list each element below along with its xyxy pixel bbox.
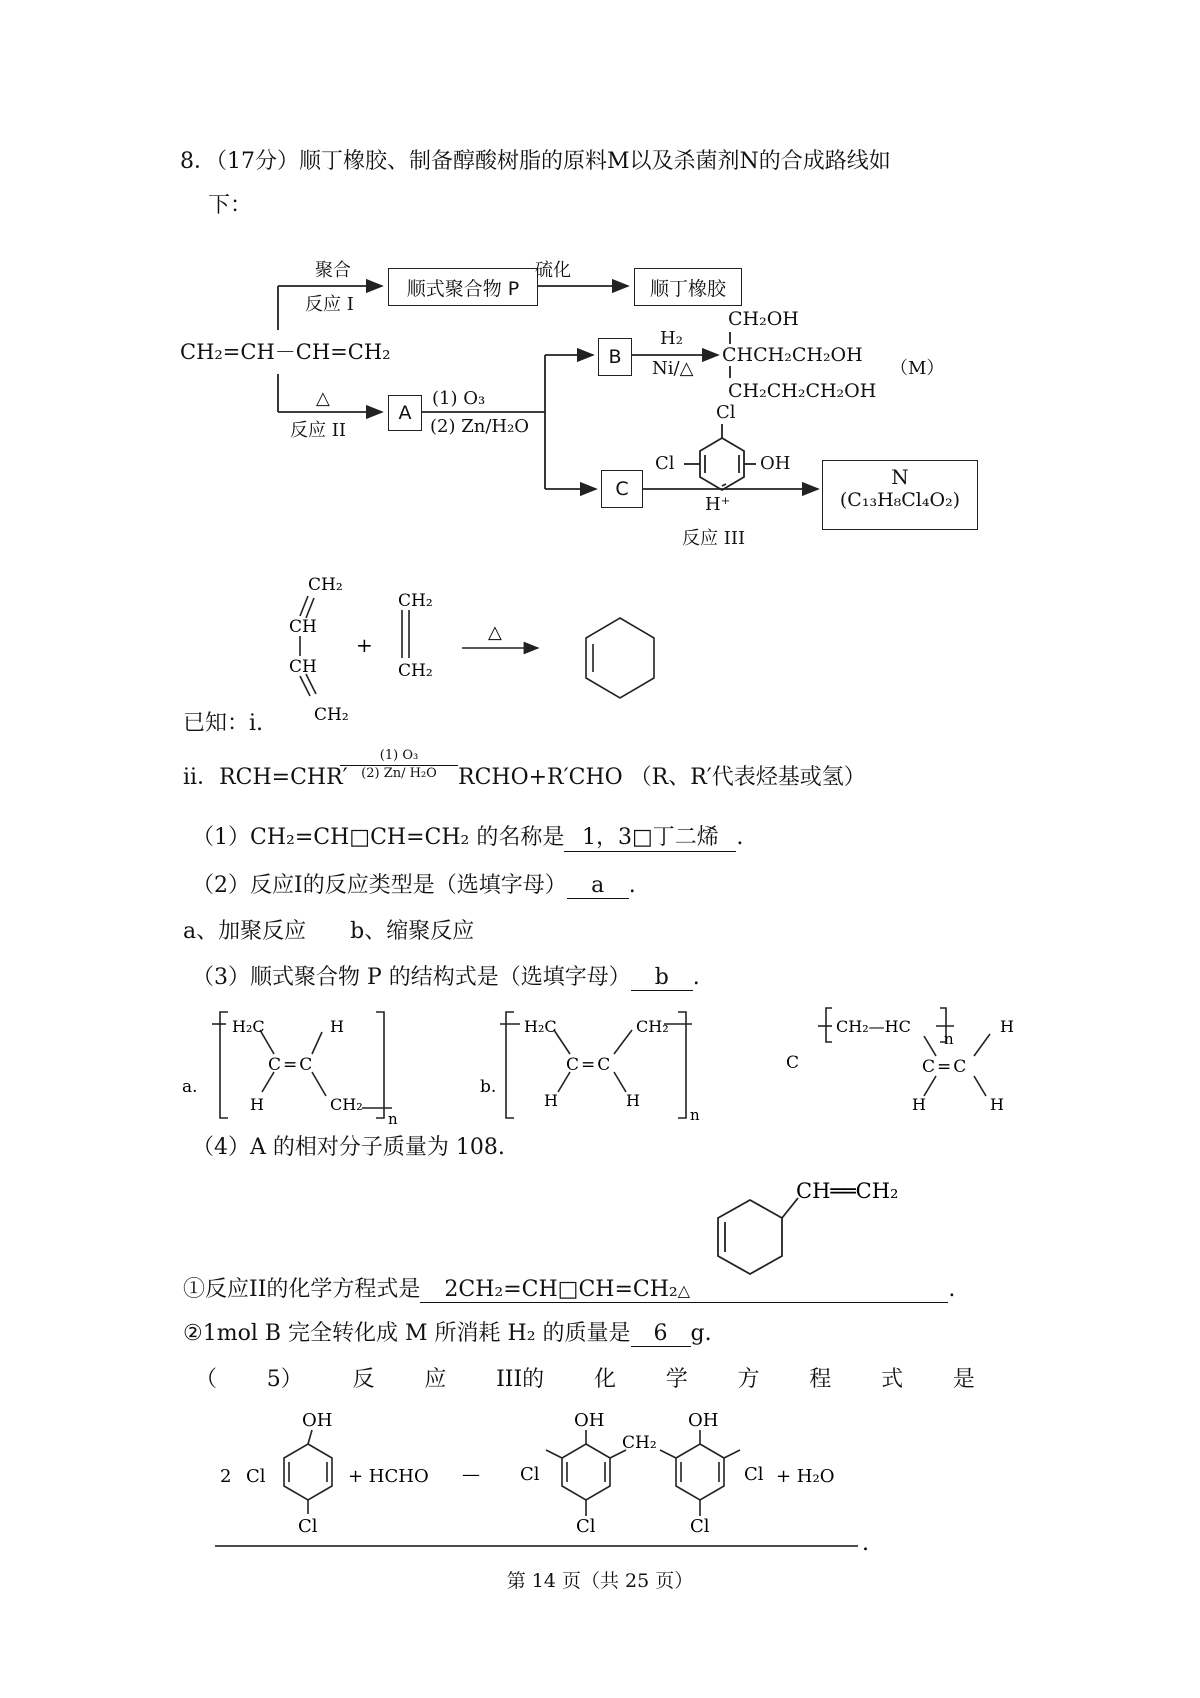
- acid-catalyst: H⁺: [705, 494, 731, 515]
- q2-end: .: [628, 873, 636, 898]
- h2-reagent: H₂: [660, 328, 683, 349]
- option-b-ch2: CH₂: [636, 1017, 669, 1036]
- option-b-h-left: H: [544, 1091, 558, 1110]
- option-a-c-eq-c: C = C: [268, 1055, 313, 1075]
- vulcanization-label: 硫化: [535, 260, 571, 281]
- option-c-h-left: H: [912, 1095, 926, 1114]
- product-oh-left: OH: [574, 1410, 605, 1431]
- product-n-formula: (C₁₃H₈Cl₄O₂): [839, 489, 961, 511]
- q2-options: a、加聚反应 b、缩聚反应: [183, 919, 475, 944]
- q1-text: （1）CH₂=CH□CH=CH₂ 的名称是: [192, 825, 565, 850]
- q5-end: .: [862, 1531, 869, 1556]
- diels-alder-scheme: [0, 560, 1200, 740]
- box-a: A: [388, 395, 422, 431]
- q3-answer: b: [631, 965, 693, 991]
- q2-text: （2）反应I的反应类型是（选填字母）: [192, 873, 567, 898]
- q5-equation: [0, 1400, 1200, 1560]
- option-c-chain: CH₂—HC: [836, 1017, 911, 1036]
- ethylene-ch2-bottom: CH₂: [398, 661, 433, 681]
- heat-symbol: △: [488, 622, 502, 643]
- diene-ch2-top: CH₂: [308, 575, 343, 595]
- reactant-oh: OH: [302, 1410, 333, 1431]
- reaction-arrow: —: [462, 1464, 480, 1485]
- option-a-n: n: [388, 1110, 398, 1128]
- product-cl-bottom-right: Cl: [690, 1516, 710, 1537]
- q3-structures: [0, 1000, 1200, 1130]
- option-a-h-bottom: H: [250, 1095, 264, 1114]
- q4-1-answer-blank: [420, 1277, 948, 1303]
- known-ii-cond-2: (2) Zn/ H₂O: [361, 766, 437, 781]
- phenol-cl-top: Cl: [716, 402, 736, 423]
- ni-catalyst: Ni/△: [652, 358, 694, 379]
- product-cl-right: Cl: [744, 1464, 764, 1485]
- delta-label: △: [316, 388, 330, 409]
- q4-2-text: ②1mol B 完全转化成 M 所消耗 H₂ 的质量是: [183, 1321, 631, 1346]
- option-a-h-top: H: [330, 1017, 344, 1036]
- option-b-c-eq-c: C = C: [566, 1055, 611, 1075]
- q5-char: 程: [809, 1367, 832, 1392]
- q5-text-line: [195, 1362, 975, 1393]
- q3-line: [192, 960, 700, 991]
- option-a-h2c: H₂C: [232, 1017, 265, 1036]
- q3-text: （3）顺式聚合物 P 的结构式是（选填字母）: [192, 965, 631, 990]
- q1-line: [192, 820, 743, 852]
- known-ii-prefix: ii．RCH=CHR′: [183, 765, 348, 790]
- vinyl-substituent: CH══CH₂: [796, 1179, 899, 1203]
- q3-end: .: [692, 965, 700, 990]
- reaction-2-label: 反应 II: [290, 420, 346, 441]
- box-n: [822, 460, 978, 530]
- phenol-cl-left: Cl: [655, 453, 675, 474]
- diene-ch-1: CH: [289, 617, 317, 637]
- q5-char: 是: [952, 1367, 975, 1392]
- q5-char: （: [195, 1367, 218, 1392]
- q4-text: （4）A 的相对分子质量为 108.: [192, 1135, 505, 1160]
- reactant-cl-bottom: Cl: [298, 1516, 318, 1537]
- butadiene-start: CH₂=CH－CH=CH₂: [180, 340, 391, 364]
- box-b: B: [598, 338, 632, 376]
- q5-char: 式: [881, 1367, 904, 1392]
- option-a-label: a.: [182, 1077, 198, 1097]
- product-m-line-1: CH₂OH: [728, 308, 799, 330]
- q5-char: III的: [496, 1367, 545, 1392]
- question-line-2: 下：: [208, 193, 253, 218]
- product-oh-right: OH: [688, 1410, 719, 1431]
- option-c-c-eq-c: C = C: [922, 1057, 967, 1077]
- box-rubber: 顺丁橡胶: [634, 268, 742, 306]
- q1-answer: 1，3□丁二烯: [564, 820, 736, 852]
- box-c: C: [601, 470, 643, 508]
- question-line-1: 8．（17分）顺丁橡胶、制备醇酸树脂的原料M以及杀菌剂N的合成路线如: [180, 149, 891, 174]
- option-c-h-top: H: [1000, 1017, 1014, 1036]
- q2-line: [192, 868, 636, 899]
- reactant-cl-left: Cl: [246, 1466, 266, 1487]
- ethylene-ch2-top: CH₂: [398, 591, 433, 611]
- product-n-label: N: [891, 465, 909, 489]
- scheme-lines: [0, 0, 1200, 560]
- q5-char: 应: [424, 1367, 447, 1392]
- option-c-label: C: [786, 1053, 800, 1073]
- page-footer: 第 14 页（共 25 页）: [506, 1570, 694, 1592]
- plus-sign: +: [356, 633, 373, 657]
- reaction-3-label: 反应 III: [682, 528, 746, 549]
- option-b-n: n: [690, 1106, 700, 1124]
- product-cl-left: Cl: [520, 1464, 540, 1485]
- q5-char: 5）: [266, 1367, 303, 1392]
- product-cl-bottom-left: Cl: [576, 1516, 596, 1537]
- reaction-1-label: 反应 I: [305, 294, 354, 315]
- methylene-bridge: CH₂: [622, 1433, 657, 1453]
- option-c-h-right: H: [990, 1095, 1004, 1114]
- q4-2-unit: g.: [690, 1321, 712, 1346]
- q4-1-end: .: [948, 1277, 956, 1302]
- option-b-h-right: H: [626, 1091, 640, 1110]
- product-m-line-2: CHCH₂CH₂OH: [722, 344, 863, 366]
- q4-1-answer: 2CH₂=CH□CH=CH₂: [444, 1277, 678, 1302]
- product-m-label: （M）: [890, 358, 945, 379]
- q5-char: 方: [737, 1367, 760, 1392]
- diene-ch2-bottom: CH₂: [314, 705, 349, 725]
- q4-1-text: ①反应II的化学方程式是: [183, 1277, 421, 1302]
- q5-char: 学: [665, 1367, 688, 1392]
- q2-answer: a: [567, 873, 629, 899]
- option-a-ch2: CH₂: [330, 1095, 363, 1114]
- box-polymer-p: 顺式聚合物 P: [388, 268, 538, 306]
- phenol-oh: OH: [760, 453, 791, 474]
- plus-water: + H₂O: [776, 1466, 835, 1487]
- q4-2-line: [183, 1316, 712, 1347]
- plus-hcho: + HCHO: [348, 1466, 429, 1487]
- q5-char: 化: [593, 1367, 616, 1392]
- known-i-label: 已知：i.: [183, 711, 264, 736]
- product-m-line-3: CH₂CH₂CH₂OH: [728, 380, 877, 402]
- diene-ch-2: CH: [289, 657, 317, 677]
- poly-label: 聚合: [315, 260, 351, 281]
- ozone-step-1: (1) O₃: [432, 388, 486, 409]
- coefficient-2: 2: [220, 1466, 232, 1487]
- known-ii-suffix: RCHO+R′CHO （R、R′代表烃基或氢）: [458, 765, 866, 790]
- q4-1-line: [183, 1272, 955, 1303]
- option-b-h2c: H₂C: [524, 1017, 557, 1036]
- known-ii-cond-1: (1) O₃: [379, 748, 419, 763]
- synthesis-scheme: [0, 0, 1200, 560]
- q4-1-delta: △: [677, 1281, 691, 1300]
- q5-char: 反: [352, 1367, 375, 1392]
- q4-2-answer: 6: [631, 1321, 691, 1347]
- ozone-step-2: (2) Zn/H₂O: [430, 416, 530, 437]
- q1-end: .: [736, 825, 744, 850]
- known-ii-conditions: [340, 748, 458, 800]
- option-b-label: b.: [480, 1077, 497, 1097]
- option-c-n: n: [944, 1030, 954, 1048]
